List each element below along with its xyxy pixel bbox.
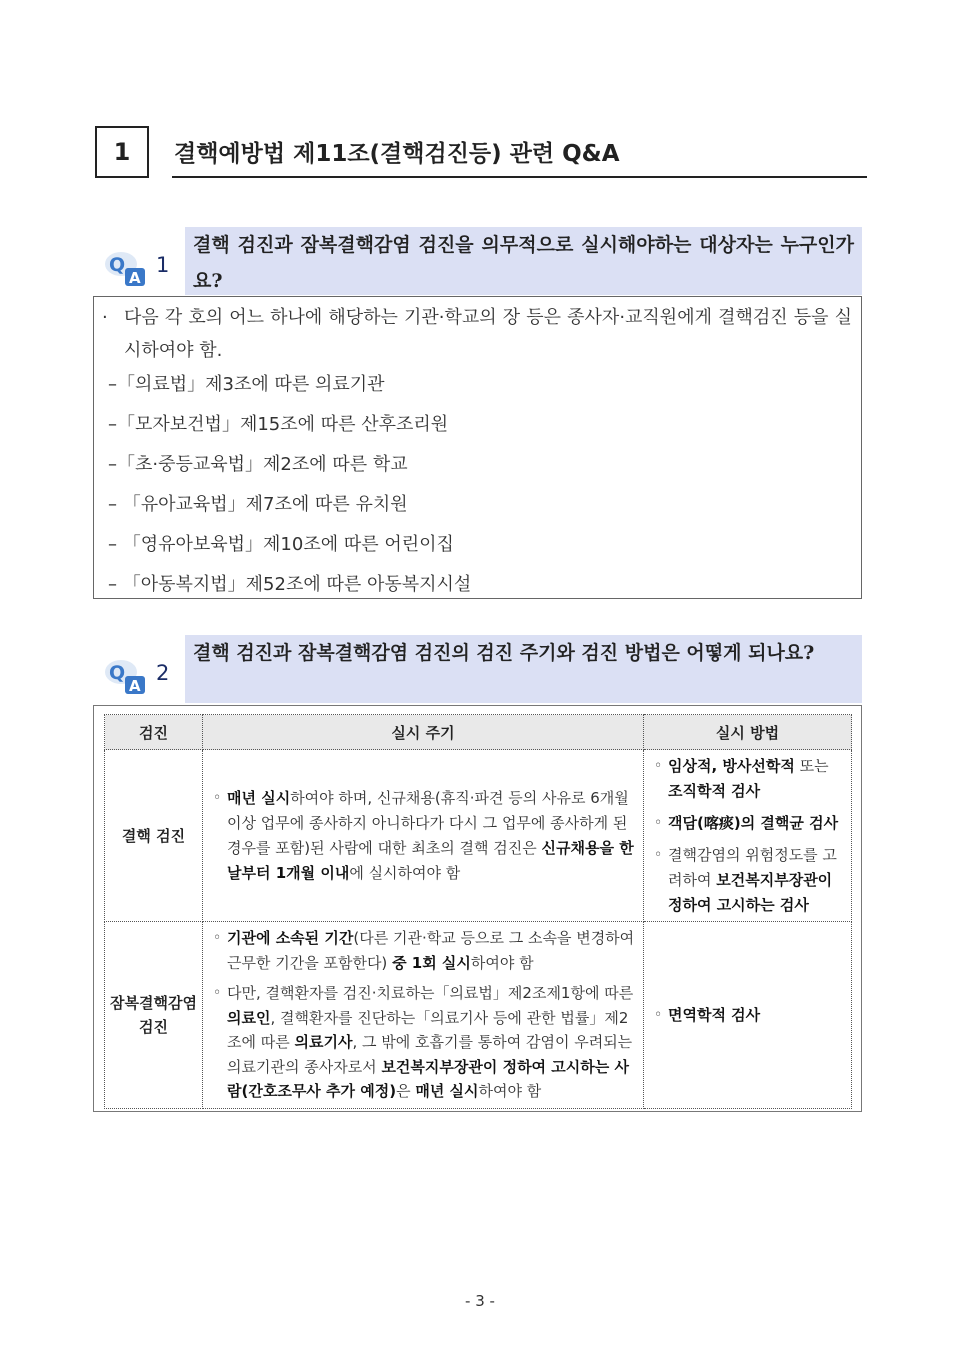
section-heading bbox=[95, 126, 870, 182]
svg-text:A: A bbox=[129, 677, 141, 695]
qa2-table bbox=[104, 714, 852, 1109]
qa-icon bbox=[103, 250, 155, 288]
period-cell bbox=[203, 922, 644, 1109]
period-item: ◦ 기관에 소속된 기간(다른 기관·학교 등으로 그 소속을 변경하여 근무한 기간을 포함한다) 중 1회 실시하여야 함 bbox=[213, 929, 635, 972]
method-item: ◦ 객담(喀痰)의 결핵균 검사 bbox=[654, 813, 839, 832]
table-header-row bbox=[105, 715, 852, 750]
qa1-answer bbox=[93, 296, 862, 599]
answer-intro-text: 다음 각 호의 어느 하나에 해당하는 기관·학교의 장 등은 종사자·교직원에게 결핵검진 등을 실시하여야 함. bbox=[124, 307, 852, 361]
answer-intro bbox=[102, 301, 852, 367]
svg-text:Q: Q bbox=[109, 662, 126, 684]
list-item: –「의료법」제3조에 따른 의료기관 bbox=[108, 374, 385, 395]
qa2-question: 결핵 검진과 잠복결핵감염 검진의 검진 주기와 검진 방법은 어떻게 되나요? bbox=[185, 635, 862, 703]
method-cell bbox=[644, 922, 852, 1109]
list-item: –「초·중등교육법」제2조에 따른 학교 bbox=[108, 454, 408, 475]
method-item: ◦ 임상적, 방사선학적 또는 조직학적 검사 bbox=[654, 756, 829, 800]
list-item: – 「유아교육법」제7조에 따른 유치원 bbox=[108, 494, 408, 515]
column-header: 실시 방법 bbox=[644, 715, 852, 750]
row-label: 잠복결핵감염 검진 bbox=[105, 922, 203, 1109]
qa-icon bbox=[103, 658, 155, 696]
section-title: 결핵예방법 제11조(결핵검진등) 관련 Q&A bbox=[172, 126, 867, 178]
qa1-question: 결핵 검진과 잠복결핵감염 검진을 의무적으로 실시해야하는 대상자는 누구인가요? bbox=[185, 227, 862, 295]
page-number: - 3 - bbox=[465, 1292, 495, 1310]
period-item: ◦ 매년 실시하여야 하며, 신규채용(휴직·파견 등의 사유로 6개월 이상 업무에 종사하지 아니하다가 다시 그 업무에 종사하게 된 경우를 포함)된 사람에 대한 최초의 결핵 검진은 신규채용을 한 날부터 1개월 이내에 실시하여야 함 bbox=[213, 786, 635, 886]
column-header: 검진 bbox=[105, 715, 203, 750]
method-cell bbox=[644, 750, 852, 922]
list-item: – 「영유아보육법」제10조에 따른 어린이집 bbox=[108, 534, 454, 555]
period-item: ◦ 다만, 결핵환자를 검진·치료하는「의료법」제2조제1항에 따른 의료인, 결핵환자를 진단하는「의료기사 등에 관한 법률」제2조에 따른 의료기사, 그 밖에 호흡기를 통하여 감염이 우려되는 의료기관의 종사자로서 보건복지부장관이 정하여 고시하는 사람(간호조무사 추가 예정)은 매년 실시하여야 함 bbox=[213, 984, 634, 1101]
list-item: –「모자보건법」제15조에 따른 산후조리원 bbox=[108, 414, 449, 435]
table-row bbox=[105, 750, 852, 922]
list-item: – 「아동복지법」제52조에 따른 아동복지시설 bbox=[108, 574, 472, 595]
qa1-number: 1 bbox=[156, 253, 170, 277]
section-number: 1 bbox=[95, 126, 149, 178]
row-label: 결핵 검진 bbox=[105, 750, 203, 922]
column-header: 실시 주기 bbox=[203, 715, 644, 750]
qa2-number: 2 bbox=[156, 661, 170, 685]
svg-text:Q: Q bbox=[109, 254, 126, 276]
period-cell bbox=[203, 750, 644, 922]
table-row bbox=[105, 922, 852, 1109]
svg-text:A: A bbox=[129, 269, 141, 287]
method-item: ◦ 면역학적 검사 bbox=[654, 1005, 761, 1024]
bullet-mark: · bbox=[102, 307, 108, 328]
qa2-table-frame bbox=[93, 705, 862, 1112]
method-item: ◦ 결핵감염의 위험정도를 고려하여 보건복지부장관이 정하여 고시하는 검사 bbox=[654, 845, 837, 914]
bullet-mark: ◦ bbox=[213, 789, 222, 806]
